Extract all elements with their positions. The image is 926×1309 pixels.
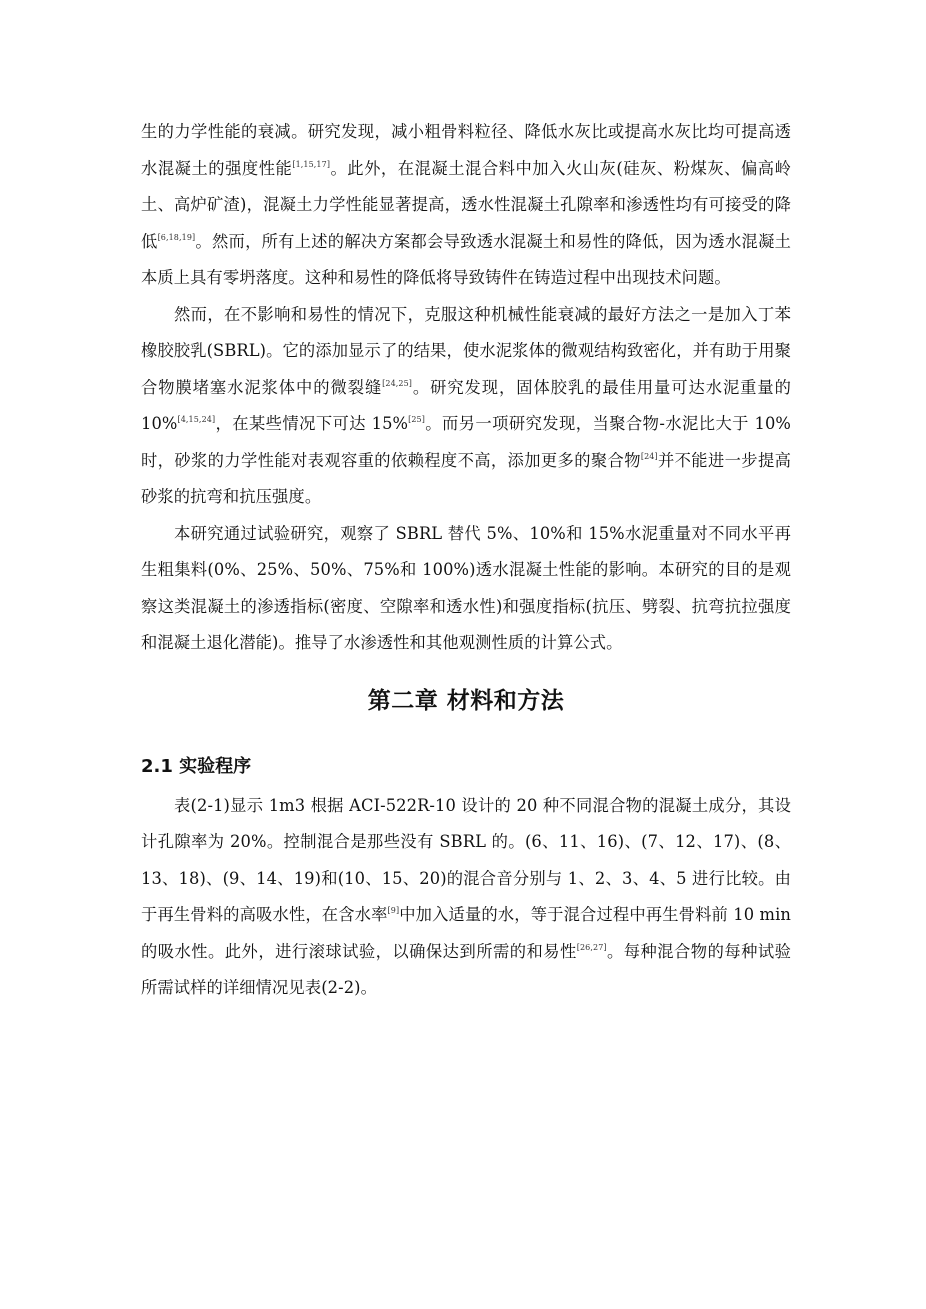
paragraph-1-text-2: 。此外，在混凝土混合料中加入火山灰(硅灰、粉煤灰、偏高岭土、高炉矿渣)，混凝土力学性能显著提高，透水性混凝土孔隙率和渗透性均有可接受的降低	[141, 158, 791, 251]
citation-6-18-19: [6,18,19]	[157, 232, 196, 242]
paragraph-2-text-1: 然而，在不影响和易性的情况下，克服这种机械性能衰减的最好方法之一是加入丁苯橡胶胶乳(SBRL)。它的添加显示了的结果，使水泥浆体的微观结构致密化，并有助于用聚合物膜堵塞水泥浆体中的微裂缝	[141, 304, 791, 397]
paragraph-4-text-2: 中加入适量的水，等于混合过程中再生骨料前 10 min 的吸水性。此外，进行滚球试验，以确保达到所需的和易性	[141, 905, 791, 961]
citation-4-15-24: [4,15,24]	[177, 415, 216, 424]
paragraph-3	[141, 516, 791, 662]
citation-24: [24]	[640, 451, 658, 461]
citation-24-25: [24,25]	[382, 378, 413, 388]
citation-9: [9]	[387, 906, 400, 915]
paragraph-2-text-2: 。研究发现，固体胶乳的最佳用量可达水泥重量的 10%	[141, 377, 792, 433]
paragraph-2-text-5: 并不能进一步提高砂浆的抗弯和抗压强度。	[141, 450, 791, 506]
paragraph-1-text-3: 。然而，所有上述的解决方案都会导致透水混凝土和易性的降低，因为透水混凝土本质上具有零坍落度。这种和易性的降低将导致铸件在铸造过程中出现技术问题。	[141, 231, 791, 287]
citation-1-15-17: [1,15,17]	[292, 159, 331, 169]
paragraph-4	[141, 788, 791, 1007]
chapter-title: 第二章 材料和方法	[367, 687, 565, 714]
paragraph-4-text-3: 。每种混合物的每种试验所需试样的详细情况见表(2-2)。	[141, 941, 791, 997]
paragraph-2-text-3: ，在某些情况下可达 15%	[215, 414, 409, 433]
paragraph-1-text-1: 生的力学性能的衰减。研究发现，减小粗骨料粒径、降低水灰比或提高水灰比均可提高透水混凝土的强度性能	[141, 122, 791, 178]
section-title: 2.1 实验程序	[141, 755, 252, 777]
citation-26-27: [26,27]	[576, 942, 607, 952]
citation-25: [25]	[408, 415, 425, 424]
paragraph-4-text-1: 表(2-1)显示 1m3 根据 ACI-522R-10 设计的 20 种不同混合物的混凝土成分，其设计孔隙率为 20%。控制混合是那些没有 SBRL 的。(6、11、16)、(7、12、17)、(8、13、18)、(9、14、19)和(10、15、20)的混合音分别与 1、2、3、4、5 进行比较。由于再生骨料的高吸水性，在含水率	[141, 795, 791, 924]
paragraph-2	[141, 297, 791, 516]
paragraph-3-text: 本研究通过试验研究，观察了 SBRL 替代 5%、10%和 15%水泥重量对不同水平再生粗集料(0%、25%、50%、75%和 100%)透水混凝土性能的影响。本研究的目的是观察这类混凝土的渗透指标(密度、空隙率和透水性)和强度指标(抗压、劈裂、抗弯抗拉强度和混凝土退化潜能)。推导了水渗透性和其他观测性质的计算公式。	[141, 523, 791, 652]
paragraph-2-text-4: 。而另一项研究发现，当聚合物-水泥比大于 10%时，砂浆的力学性能对表观容重的依赖程度不高，添加更多的聚合物	[141, 414, 791, 470]
page-content	[141, 114, 791, 1007]
paragraph-1	[141, 114, 791, 297]
